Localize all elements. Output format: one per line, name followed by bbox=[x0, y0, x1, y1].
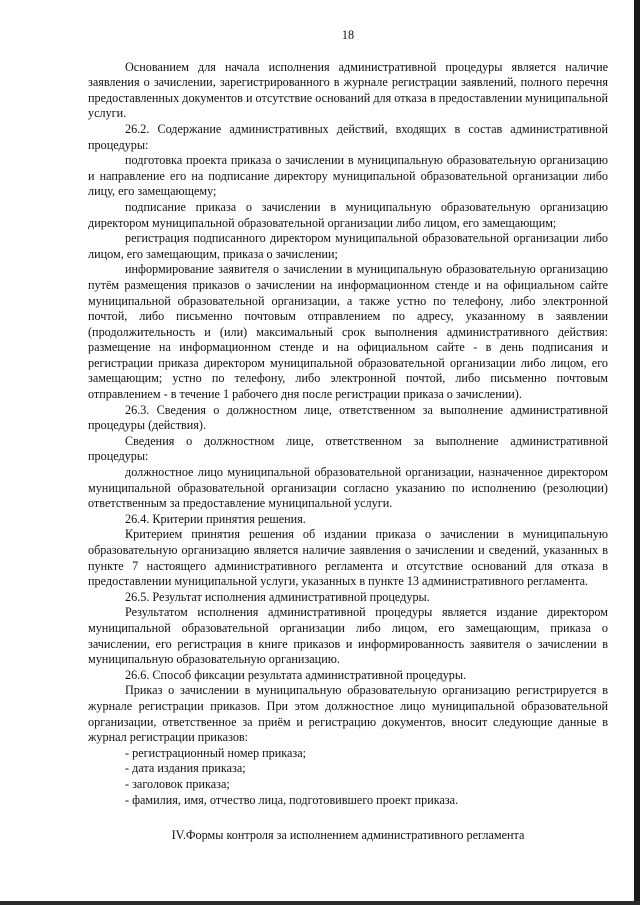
scan-edge-bottom bbox=[0, 901, 640, 905]
paragraph-registration: регистрация подписанного директором муниципальной образовательной организации либо лицом, его замещающим, приказа о зачислении; bbox=[88, 231, 608, 261]
paragraph-26-5-heading: 26.5. Результат исполнения административной процедуры. bbox=[125, 589, 430, 604]
paragraph-26-3-heading: 26.3. Сведения о должностном лице, ответственном за выполнение административной процедуры (действия). bbox=[88, 402, 608, 433]
list-item: - регистрационный номер приказа; bbox=[125, 745, 306, 760]
scan-edge-right bbox=[634, 0, 640, 905]
paragraph-fixation-method: Приказ о зачислении в муниципальную образовательную организацию регистрируется в журнале регистрации приказов. При этом должностное лицо муниципальной образовательной организации, ответственное за приём и регистрацию документов, вносит следующие данные в журнал регистрации приказов: bbox=[88, 683, 608, 745]
paragraph-26-6-heading: 26.6. Способ фиксации результата административной процедуры. bbox=[125, 667, 467, 682]
paragraph-26-4-heading: 26.4. Критерии принятия решения. bbox=[125, 511, 306, 526]
paragraph-result: Результатом исполнения административной процедуры является издание директором муниципальной образовательной организации либо лицом, его замещающим, приказа о зачислении, его регистрация в книге приказов и информированность заявителя о зачислении в муниципальную образовательную организацию. bbox=[88, 605, 608, 667]
paragraph-informing: информирование заявителя о зачислении в муниципальную образовательную организацию путём размещения приказов о зачислении на информационном стенде и на официальном сайте муниципальной образовательной организации, а также устно по телефону, либо электронной почтой, либо письменно почтовым отправлением по адресу, указанному в заявлении (продолжительность и (или) максимальный срок выполнения административного действия: размещение на информационном стенде и на официальном сайте - в день подписания и регистрации приказа директором муниципальной образовательной организации либо лицом, его замещающим; устно по телефону, либо электронной почтой, либо письменно почтовым отправлением - в течение 1 рабочего дня после регистрации приказа о зачислении). bbox=[88, 262, 608, 402]
paragraph-26-2-heading: 26.2. Содержание административных действий, входящих в состав административной процедуры: bbox=[88, 121, 608, 152]
list-item: - фамилия, имя, отчество лица, подготовившего проект приказа. bbox=[125, 792, 459, 807]
page-number: 18 bbox=[341, 28, 355, 42]
list-item: - дата издания приказа; bbox=[125, 761, 246, 776]
paragraph-decision-criteria: Критерием принятия решения об издании приказа о зачислении в муниципальную образовательную организацию является наличие заявления о зачислении и сведений, указанных в пункте 7 настоящего административного регламента и отсутствие оснований для отказа в предоставлении муниципальной услуги, указанных в пункте 13 административного регламента. bbox=[88, 527, 608, 589]
paragraph-draft-preparation: подготовка проекта приказа о зачислении в муниципальную образовательную организацию и направление его на подписание директору муниципальной образовательной организации либо лицу, его замещающему; bbox=[88, 153, 608, 199]
paragraph-basis: Основанием для начала исполнения административной процедуры является наличие заявления о зачислении, зарегистрированного в журнале регистрации заявлений, полного перечня предоставленных документов и отсутствие оснований для отказа в предоставлении муниципальной услуги. bbox=[88, 59, 608, 121]
paragraph-official-description: должностное лицо муниципальной образовательной организации, назначенное директором муниципальной образовательной организации согласно указанию по исполнению (резолюции) ответственным за предоставление муниципальной услуги. bbox=[88, 465, 608, 511]
list-item: - заголовок приказа; bbox=[125, 776, 230, 791]
document-page bbox=[88, 28, 608, 844]
paragraph-signing: подписание приказа о зачислении в муниципальную образовательную организацию директором муниципальной образовательной организации либо лицом, его замещающим; bbox=[88, 199, 608, 230]
section-heading: IV.Формы контроля за исполнением административного регламента bbox=[171, 828, 525, 843]
paragraph-official-info: Сведения о должностном лице, ответственном за выполнение административной процедуры: bbox=[88, 433, 608, 464]
